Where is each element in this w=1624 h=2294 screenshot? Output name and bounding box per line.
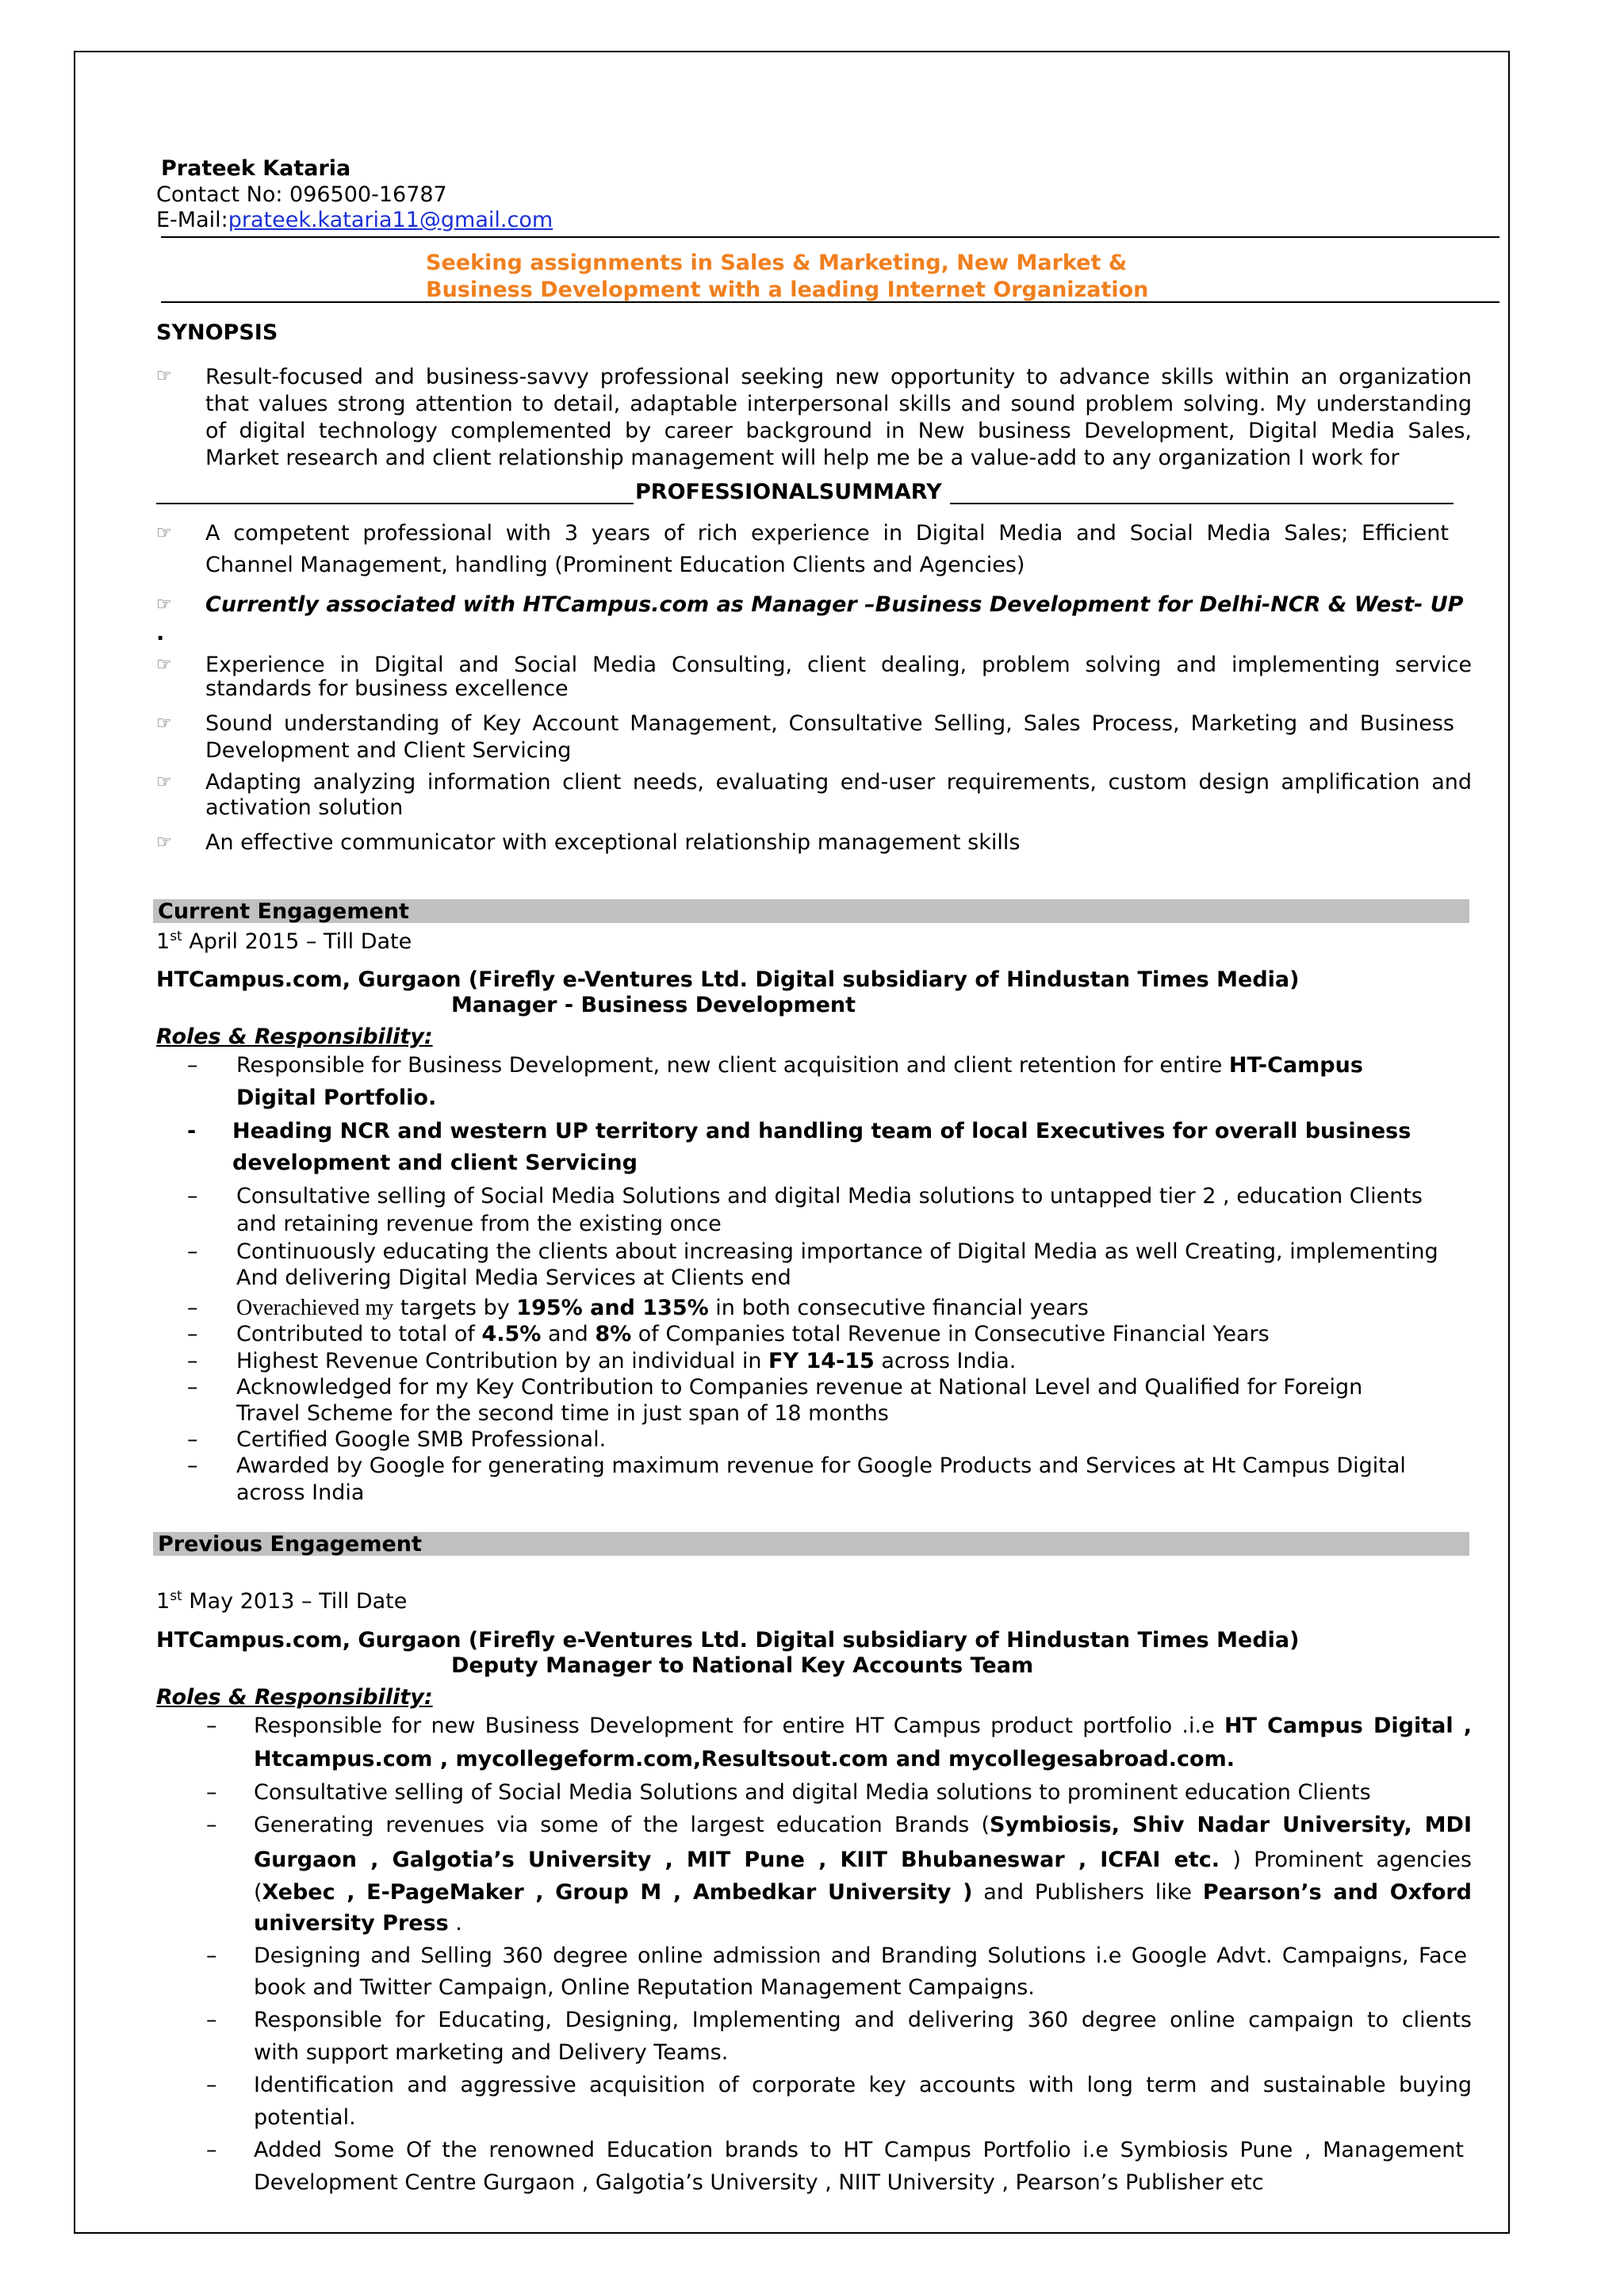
pointing-hand-icon: ☞ — [156, 595, 172, 615]
previous-company: HTCampus.com, Gurgaon (Firefly e-Ventures Ltd. Digital subsidiary of Hindustan Times Media) — [156, 1628, 1300, 1653]
current-role-item: development and client Servicing — [232, 1151, 638, 1175]
dash: – — [187, 1375, 198, 1400]
summary-item: activation solution — [205, 795, 404, 820]
dash: – — [206, 1780, 217, 1805]
current-role-item: Travel Scheme for the second time in just span of 18 months — [236, 1401, 889, 1426]
synopsis-heading: SYNOPSIS — [156, 320, 278, 345]
previous-role-item: Responsible for new Business Development for entire HT Campus product portfolio .i.e HT Campus Digital , — [254, 1714, 1472, 1738]
dash: – — [187, 1453, 198, 1478]
dash: – — [187, 1296, 198, 1320]
previous-role-item: Development Centre Gurgaon , Galgotia’s University , NIIT University , Pearson’s Publisher etc — [254, 2170, 1264, 2195]
previous-roles-heading: Roles & Responsibility: — [156, 1685, 433, 1710]
current-role-item: And delivering Digital Media Services at Clients end — [236, 1266, 791, 1290]
current-role-item: across India — [236, 1480, 365, 1505]
previous-role-item: Consultative selling of Social Media Solutions and digital Media solutions to prominent education Clients — [254, 1780, 1371, 1805]
dash: – — [206, 1714, 217, 1738]
pointing-hand-icon: ☞ — [156, 833, 172, 852]
current-role-item: and retaining revenue from the existing once — [236, 1212, 722, 1236]
summary-item: Sound understanding of Key Account Management, Consultative Selling, Sales Process, Marketing and Business — [205, 711, 1454, 736]
email-label: E-Mail: — [156, 208, 228, 232]
pointing-hand-icon: ☞ — [156, 655, 172, 675]
pointing-hand-icon: ☞ — [156, 714, 172, 733]
synopsis-line: Result-focused and business-savvy professional seeking new opportunity to advance skills within an organization — [205, 365, 1472, 389]
previous-role-item: Identification and aggressive acquisition of corporate key accounts with long term and sustainable buying — [254, 2073, 1472, 2097]
dash: – — [187, 1184, 198, 1208]
summary-item: A competent professional with 3 years of rich experience in Digital Media and Social Media Sales; Efficient — [205, 521, 1449, 546]
current-designation: Manager - Business Development — [451, 993, 856, 1017]
previous-role-item: Gurgaon , Galgotia’s University , MIT Pune , KIIT Bhubaneswar , ICFAI etc. ) Prominent agencies — [254, 1848, 1472, 1872]
dash: – — [206, 2073, 217, 2097]
current-role-item: Acknowledged for my Key Contribution to Companies revenue at National Level and Qualified for Foreign — [236, 1375, 1363, 1400]
email-line — [156, 207, 553, 234]
current-role-item: Awarded by Google for generating maximum revenue for Google Products and Services at Ht Campus Digital — [236, 1453, 1406, 1478]
current-role-item: Contributed to total of 4.5% and 8% of Companies total Revenue in Consecutive Financial Years — [236, 1322, 1270, 1346]
previous-role-item: Added Some Of the renowned Education brands to HT Campus Portfolio i.e Symbiosis Pune , Management — [254, 2138, 1464, 2162]
previous-role-item: university Press . — [254, 1911, 462, 1936]
divider — [156, 503, 634, 504]
current-role-item: Digital Portfolio. — [236, 1086, 437, 1110]
previous-role-item: with support marketing and Delivery Teams. — [254, 2040, 729, 2065]
current-company: HTCampus.com, Gurgaon (Firefly e-Ventures Ltd. Digital subsidiary of Hindustan Times Media) — [156, 967, 1300, 992]
current-role-item: Responsible for Business Development, new client acquisition and client retention for entire HT-Campus — [236, 1053, 1363, 1078]
synopsis-line: that values strong attention to detail, adaptable interpersonal skills and sound problem solving. My understanding — [205, 392, 1472, 416]
previous-engagement-bar — [153, 1532, 1469, 1556]
dash: – — [206, 2138, 217, 2162]
email-link[interactable]: prateek.kataria11@gmail.com — [228, 208, 553, 232]
divider — [161, 236, 1500, 238]
divider — [161, 301, 1500, 303]
current-role-item: Heading NCR and western UP territory and handling team of local Executives for overall business — [232, 1119, 1411, 1143]
summary-item: Experience in Digital and Social Media Consulting, client dealing, problem solving and implementing service — [205, 653, 1472, 677]
summary-item: Channel Management, handling (Prominent Education Clients and Agencies) — [205, 553, 1025, 577]
current-role-item: Certified Google SMB Professional. — [236, 1427, 607, 1452]
pointing-hand-icon: ☞ — [156, 523, 172, 543]
current-engagement-bar — [153, 899, 1469, 923]
dash: – — [206, 1944, 217, 1968]
dash: – — [206, 1813, 217, 1837]
previous-date: 1st May 2013 – Till Date — [156, 1588, 408, 1614]
previous-role-item: potential. — [254, 2105, 356, 2130]
candidate-name: Prateek Kataria — [161, 156, 351, 181]
summary-item-current-role: Currently associated with HTCampus.com as Manager –Business Development for Delhi-NCR & West- UP — [205, 592, 1464, 617]
summary-dot: . — [156, 621, 165, 645]
contact-number: Contact No: 096500-16787 — [156, 182, 447, 207]
pointing-hand-icon: ☞ — [156, 772, 172, 792]
dash: – — [187, 1427, 198, 1452]
previous-role-item: Htcampus.com , mycollegeform.com,Resultsout.com and mycollegesabroad.com. — [254, 1747, 1235, 1771]
previous-role-item: Designing and Selling 360 degree online admission and Branding Solutions i.e Google Advt. Campaigns, Face — [254, 1944, 1467, 1968]
objective-line-1: Seeking assignments in Sales & Marketing, New Market & — [426, 251, 1128, 275]
synopsis-line: of digital technology complemented by career background in New business Development, Digital Media Sales, — [205, 419, 1472, 443]
dash: – — [187, 1322, 198, 1346]
summary-item: An effective communicator with exceptional relationship management skills — [205, 830, 1021, 855]
previous-role-item: book and Twitter Campaign, Online Reputation Management Campaigns. — [254, 1975, 1035, 2000]
previous-role-item: (Xebec , E-PageMaker , Group M , Ambedkar University ) and Publishers like Pearson’s and Oxford — [254, 1880, 1473, 1905]
previous-engagement-heading: Previous Engagement — [158, 1532, 422, 1557]
current-role-item: Highest Revenue Contribution by an individual in FY 14-15 across India. — [236, 1349, 1017, 1373]
divider — [950, 503, 1454, 504]
dash: – — [187, 1053, 198, 1078]
dash: – — [187, 1349, 198, 1373]
synopsis-line: Market research and client relationship management will help me be a value-add to any organization I work for — [205, 446, 1400, 470]
professional-summary-heading: PROFESSIONALSUMMARY — [635, 480, 942, 504]
current-engagement-heading: Current Engagement — [158, 899, 409, 924]
current-role-item: Consultative selling of Social Media Solutions and digital Media solutions to untapped tier 2 , education Clients — [236, 1184, 1423, 1208]
summary-item: Development and Client Servicing — [205, 738, 572, 763]
current-date: 1st April 2015 – Till Date — [156, 929, 412, 954]
summary-item: Adapting analyzing information client needs, evaluating end-user requirements, custom design amplification and — [205, 770, 1472, 795]
dash: – — [187, 1239, 198, 1264]
previous-designation: Deputy Manager to National Key Accounts Team — [451, 1653, 1034, 1678]
dash: – — [206, 2008, 217, 2032]
summary-item: standards for business excellence — [205, 676, 569, 701]
current-role-item: Overachieved my targets by 195% and 135% in both consecutive financial years — [236, 1296, 1089, 1320]
previous-role-item: Responsible for Educating, Designing, Implementing and delivering 360 degree online campaign to clients — [254, 2008, 1472, 2032]
previous-role-item: Generating revenues via some of the largest education Brands (Symbiosis, Shiv Nadar University, MDI — [254, 1813, 1472, 1837]
objective-line-2: Business Development with a leading Internet Organization — [426, 278, 1149, 302]
current-role-item: Continuously educating the clients about increasing importance of Digital Media as well Creating, implementing — [236, 1239, 1438, 1264]
current-roles-heading: Roles & Responsibility: — [156, 1024, 433, 1049]
hyphen: - — [187, 1119, 197, 1143]
pointing-hand-icon: ☞ — [156, 366, 172, 386]
